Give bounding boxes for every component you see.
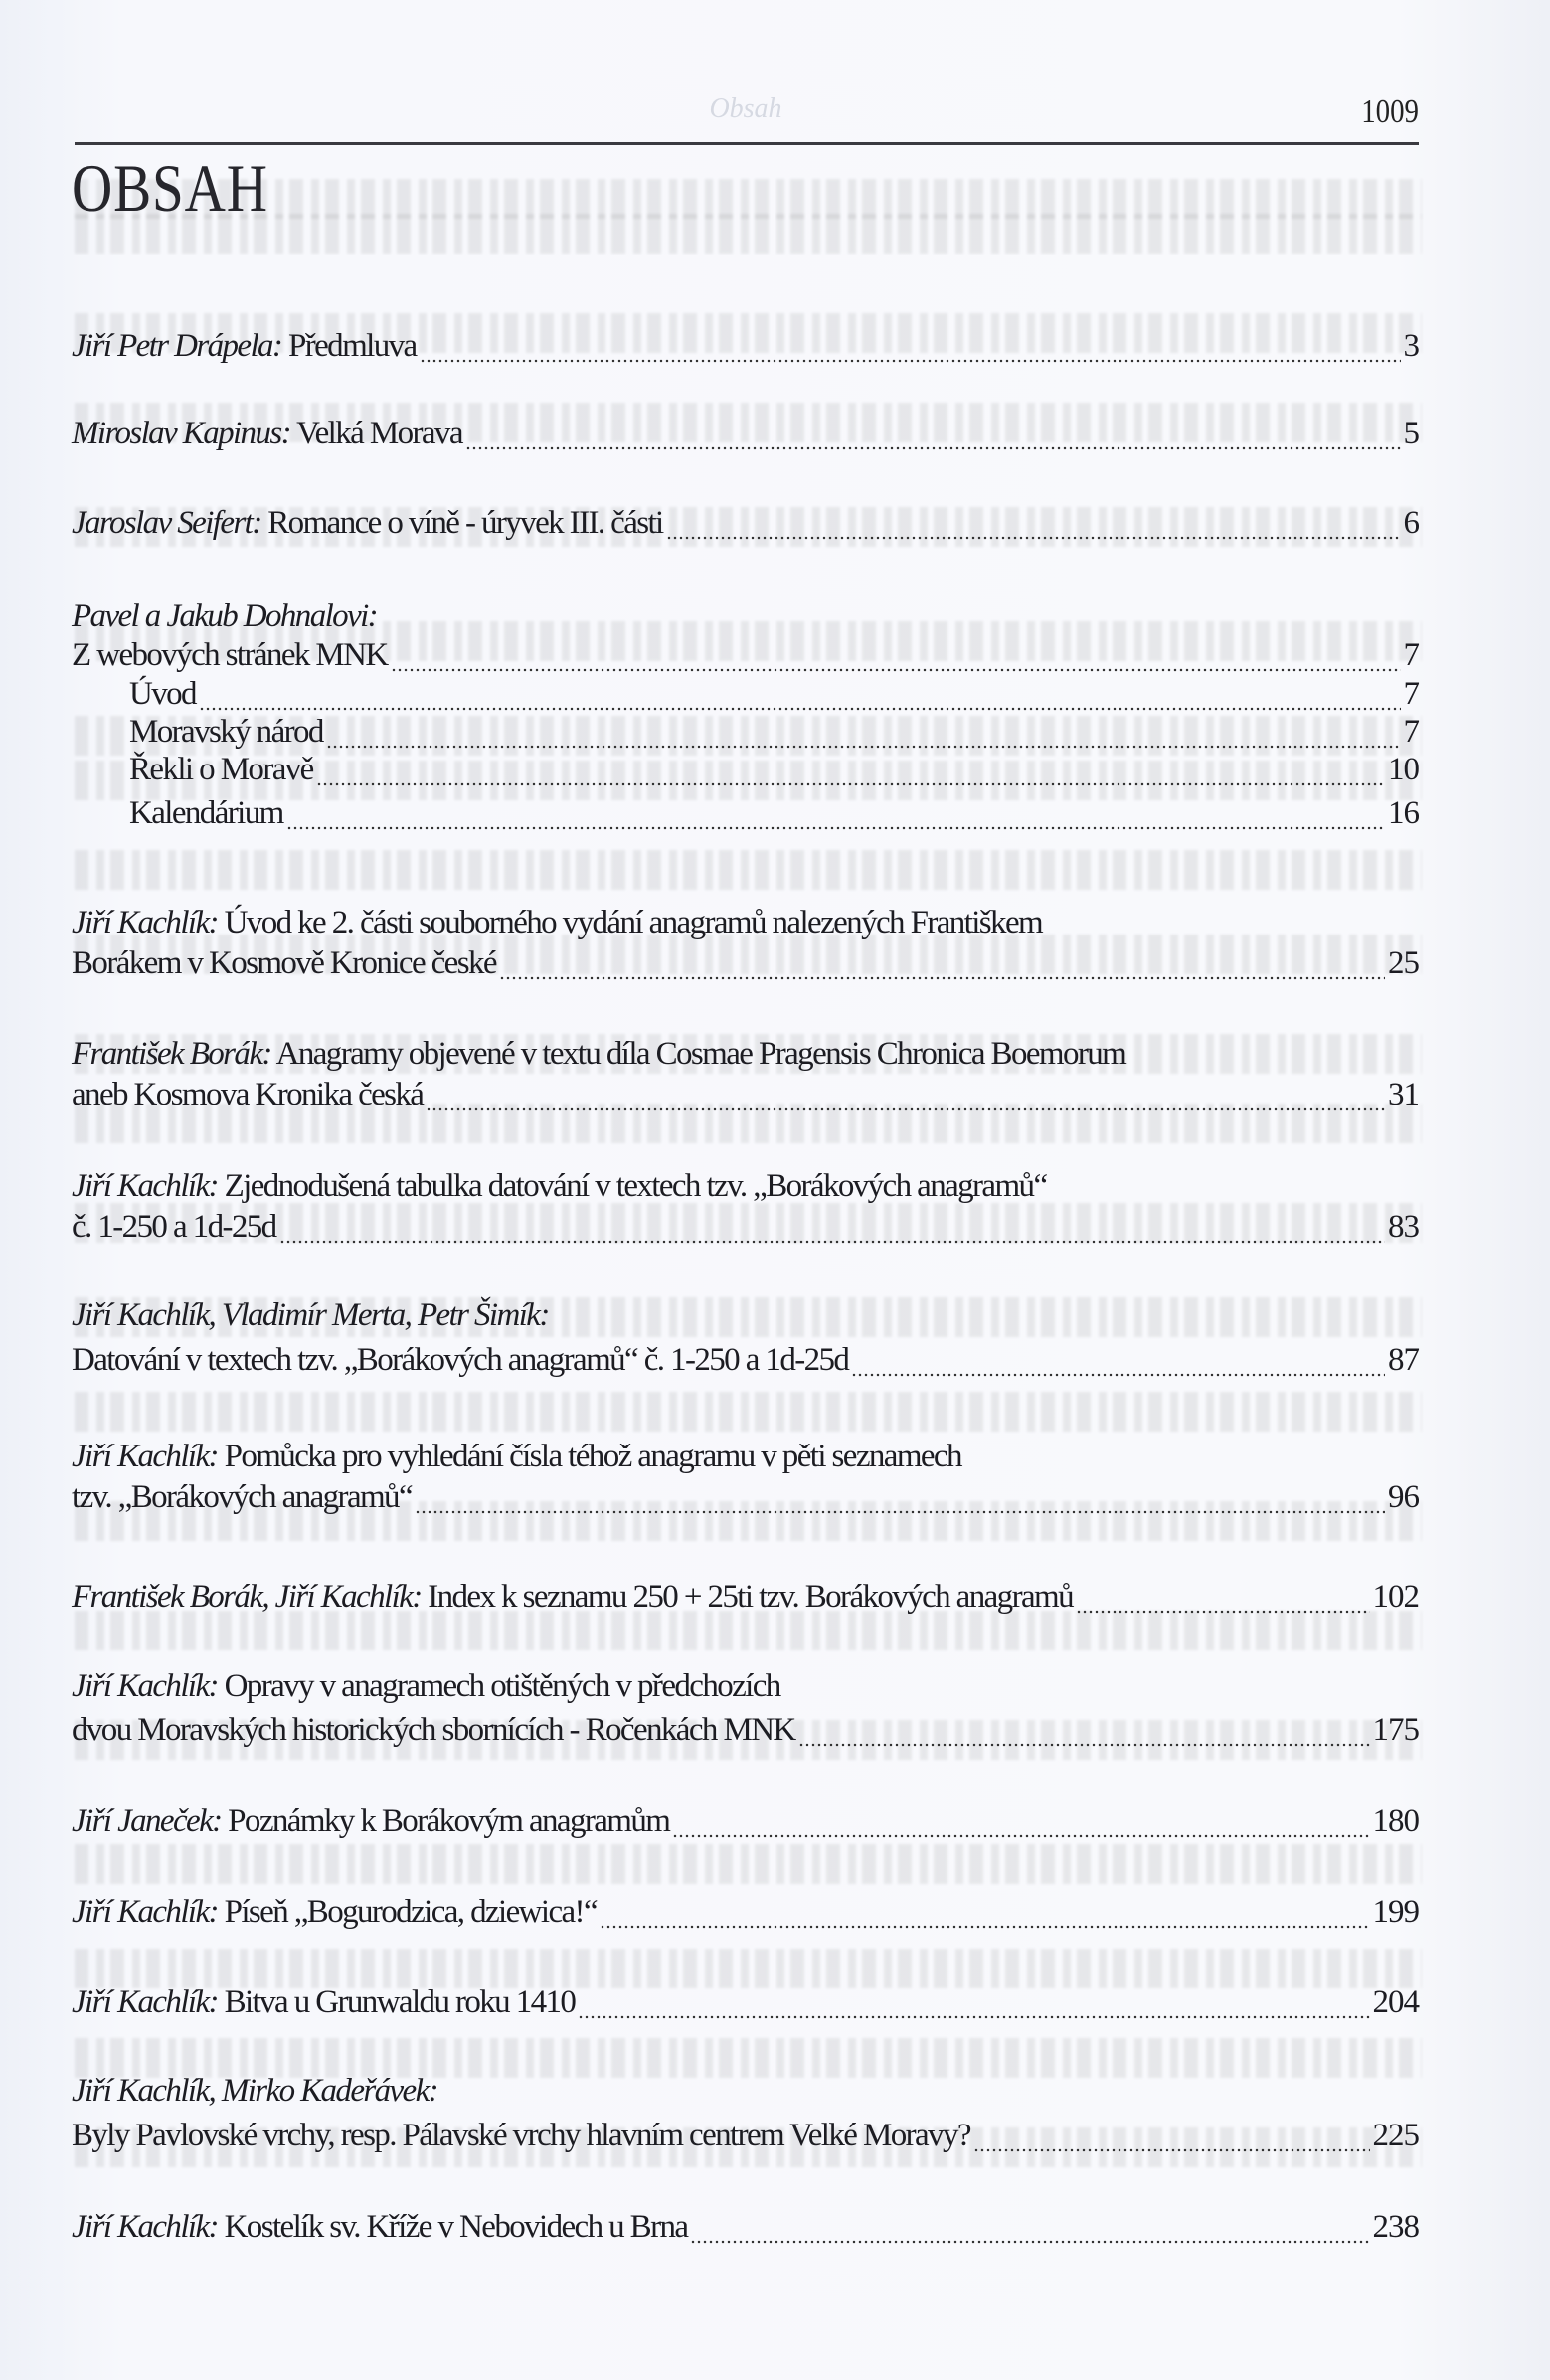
entry-title: Romance o víně - úryvek III. části [267,505,663,541]
entry-page-number: 102 [1372,1579,1419,1615]
bleed-through-decoration [75,179,1422,219]
dot-leader [578,2013,1369,2021]
entry-title-line-2: dvou Moravských historických sbornících - Ročenkách MNK [72,1712,795,1748]
toc-entry-text [72,905,1042,941]
entry-page-number: 5 [1403,416,1419,451]
page-title: OBSAH [72,150,268,226]
toc-entry[interactable] [72,328,1419,374]
entry-author: Jiří Kachlík: [72,1668,218,1704]
dot-leader [851,1371,1385,1379]
dot-leader [286,824,1385,832]
bleed-through-decoration [75,850,1422,890]
dot-leader [499,974,1385,982]
entry-title: Datování v textech tzv. „Borákových anagramů“ č. 1-250 a 1d-25d [72,1342,849,1378]
bleed-through-decoration [75,1844,1422,1884]
entry-title: Byly Pavlovské vrchy, resp. Pálavské vrchy hlavním centrem Velké Moravy? [72,2118,970,2153]
bleed-through-decoration [75,1949,1422,1988]
toc-entry-text [72,1579,1073,1615]
toc-entry[interactable] [72,1077,1419,1122]
entry-title-line-2: aneb Kosmova Kronika česká [72,1077,424,1112]
entry-author: Jiří Kachlík, Mirko Kadeřávek: [72,2073,438,2109]
subentry-title: Řekli o Moravě [129,752,313,787]
entry-title-line-2: tzv. „Borákových anagramů“ [72,1479,413,1515]
entry-page-number: 175 [1372,1712,1419,1748]
toc-entry-text [72,328,417,365]
entry-title: Kostelík sv. Kříže v Nebovidech u Brna [224,2209,688,2245]
entry-page-number: 25 [1388,945,1419,981]
toc-entry[interactable] [72,1984,1419,2030]
toc-entry[interactable] [72,945,1419,991]
entry-title: Index k seznamu 250 + 25ti tzv. Borákových anagramů [428,1579,1073,1615]
bleed-through-decoration [75,2038,1422,2078]
dot-leader [199,705,1401,713]
entry-page-number: 225 [1372,2118,1419,2153]
entry-title-line-1: Úvod ke 2. části souborného vydání anagramů nalezených Františkem [224,905,1043,940]
entry-author: František Borák: [72,1036,271,1072]
toc-subentry[interactable] [129,752,1419,797]
toc-entry-text [72,1036,1125,1073]
toc-entry-text [72,416,462,452]
entry-page-number: 87 [1388,1342,1419,1378]
entry-title: Poznámky k Borákovým anagramům [228,1803,670,1839]
toc-entry[interactable] [72,1209,1419,1255]
subentry-page-number: 10 [1388,752,1419,787]
toc-entry[interactable] [72,1579,1419,1624]
toc-entry[interactable] [72,2118,1419,2163]
subentry-page-number: 7 [1403,676,1419,712]
toc-entry-first-line [72,1036,1419,1082]
header-rule [75,142,1419,145]
toc-entry-first-line [72,1439,1419,1484]
subentry-title: Kalendárium [129,795,283,831]
dot-leader [973,2146,1370,2154]
entry-author: Jiří Janeček: [72,1803,222,1839]
toc-entry-author-line [72,2073,1419,2119]
dot-leader [666,534,1401,542]
dot-leader [326,743,1401,751]
toc-entry-text [72,2209,687,2246]
entry-title-line-1: Zjednodušená tabulka datování v textech tzv. „Borákových anagramů“ [224,1168,1047,1204]
entry-title: Velká Morava [296,416,462,451]
entry-author: Jiří Kachlík: [72,905,218,940]
entry-title-line-1: Anagramy objevené v textu díla Cosmae Pragensis Chronica Boemorum [275,1036,1126,1072]
toc-entry-first-line [72,1168,1419,1214]
entry-page-number: 180 [1372,1803,1419,1839]
toc-entry[interactable] [72,416,1419,461]
entry-page-number: 83 [1388,1209,1419,1245]
entry-page-number: 3 [1403,328,1419,364]
toc-entry-text [72,1803,669,1840]
toc-entry[interactable] [72,1712,1419,1758]
entry-author: Jaroslav Seifert: [72,505,261,541]
running-head: Obsah [709,93,782,124]
entry-page-number: 7 [1403,637,1419,673]
dot-leader [600,1923,1370,1931]
entry-author: Jiří Kachlík, Vladimír Merta, Petr Šimík: [72,1297,549,1333]
toc-entry-author-line [72,1297,1419,1343]
toc-entry[interactable] [72,1803,1419,1849]
dot-leader [415,1508,1385,1516]
subentry-title: Moravský národ [129,714,323,750]
dot-leader [798,1741,1370,1749]
entry-page-number: 31 [1388,1077,1419,1112]
entry-title-line-2: č. 1-250 a 1d-25d [72,1209,276,1245]
toc-entry[interactable] [72,2209,1419,2255]
toc-entry-text [72,1439,961,1475]
entry-title: Z webových stránek MNK [72,637,388,673]
entry-page-number: 6 [1403,505,1419,541]
toc-entry-text [72,1894,597,1931]
toc-entry[interactable] [72,505,1419,551]
entry-title: Píseň „Bogurodzica, dziewica!“ [224,1894,597,1930]
toc-entry[interactable] [72,1342,1419,1388]
entry-title-line-1: Pomůcka pro vyhledání čísla téhož anagramu v pěti seznamech [224,1439,961,1474]
dot-leader [690,2238,1369,2246]
entry-title: Bitva u Grunwaldu roku 1410 [224,1984,576,2020]
dot-leader [316,780,1385,788]
entry-author: Miroslav Kapinus: [72,416,290,451]
entry-author: Pavel a Jakub Dohnalovi: [72,598,378,634]
entry-author: Jiří Kachlík: [72,1894,218,1930]
entry-author: Jiří Kachlík: [72,1168,218,1204]
entry-page-number: 199 [1372,1894,1419,1930]
bleed-through-decoration [75,214,1422,254]
entry-title: Předmluva [287,328,417,364]
entry-page-number: 96 [1388,1479,1419,1515]
entry-title-line-2: Borákem v Kosmově Kronice české [72,945,496,981]
entry-author: František Borák, Jiří Kachlík: [72,1579,422,1615]
entry-page-number: 204 [1372,1984,1419,2020]
dot-leader [465,444,1401,452]
page-number: 1009 [1361,93,1419,130]
dot-leader [279,1238,1385,1246]
dot-leader [420,357,1401,365]
toc-entry-first-line [72,905,1419,950]
toc-entry-text [72,505,663,542]
entry-author: Jiří Kachlík: [72,1439,218,1474]
toc-entry[interactable] [72,1479,1419,1525]
entry-page-number: 238 [1372,2209,1419,2245]
dot-leader [1076,1608,1370,1615]
dot-leader [672,1832,1369,1840]
toc-entry-text [72,1984,575,2021]
entry-author: Jiří Kachlík: [72,2209,218,2245]
toc-entry[interactable] [72,1894,1419,1940]
toc-entry-text [72,1668,780,1705]
subentry-title: Úvod [129,676,196,712]
entry-title-line-1: Opravy v anagramech otištěných v předchozích [224,1668,780,1704]
bleed-through-decoration [75,1392,1422,1432]
toc-subentry[interactable] [129,795,1419,841]
toc-entry-first-line [72,1668,1419,1714]
subentry-page-number: 7 [1403,714,1419,750]
entry-author: Jiří Petr Drápela: [72,328,282,364]
entry-author: Jiří Kachlík: [72,1984,218,2020]
subentry-page-number: 16 [1388,795,1419,831]
toc-entry-text [72,1168,1047,1205]
dot-leader [391,666,1401,674]
dot-leader [426,1105,1385,1113]
